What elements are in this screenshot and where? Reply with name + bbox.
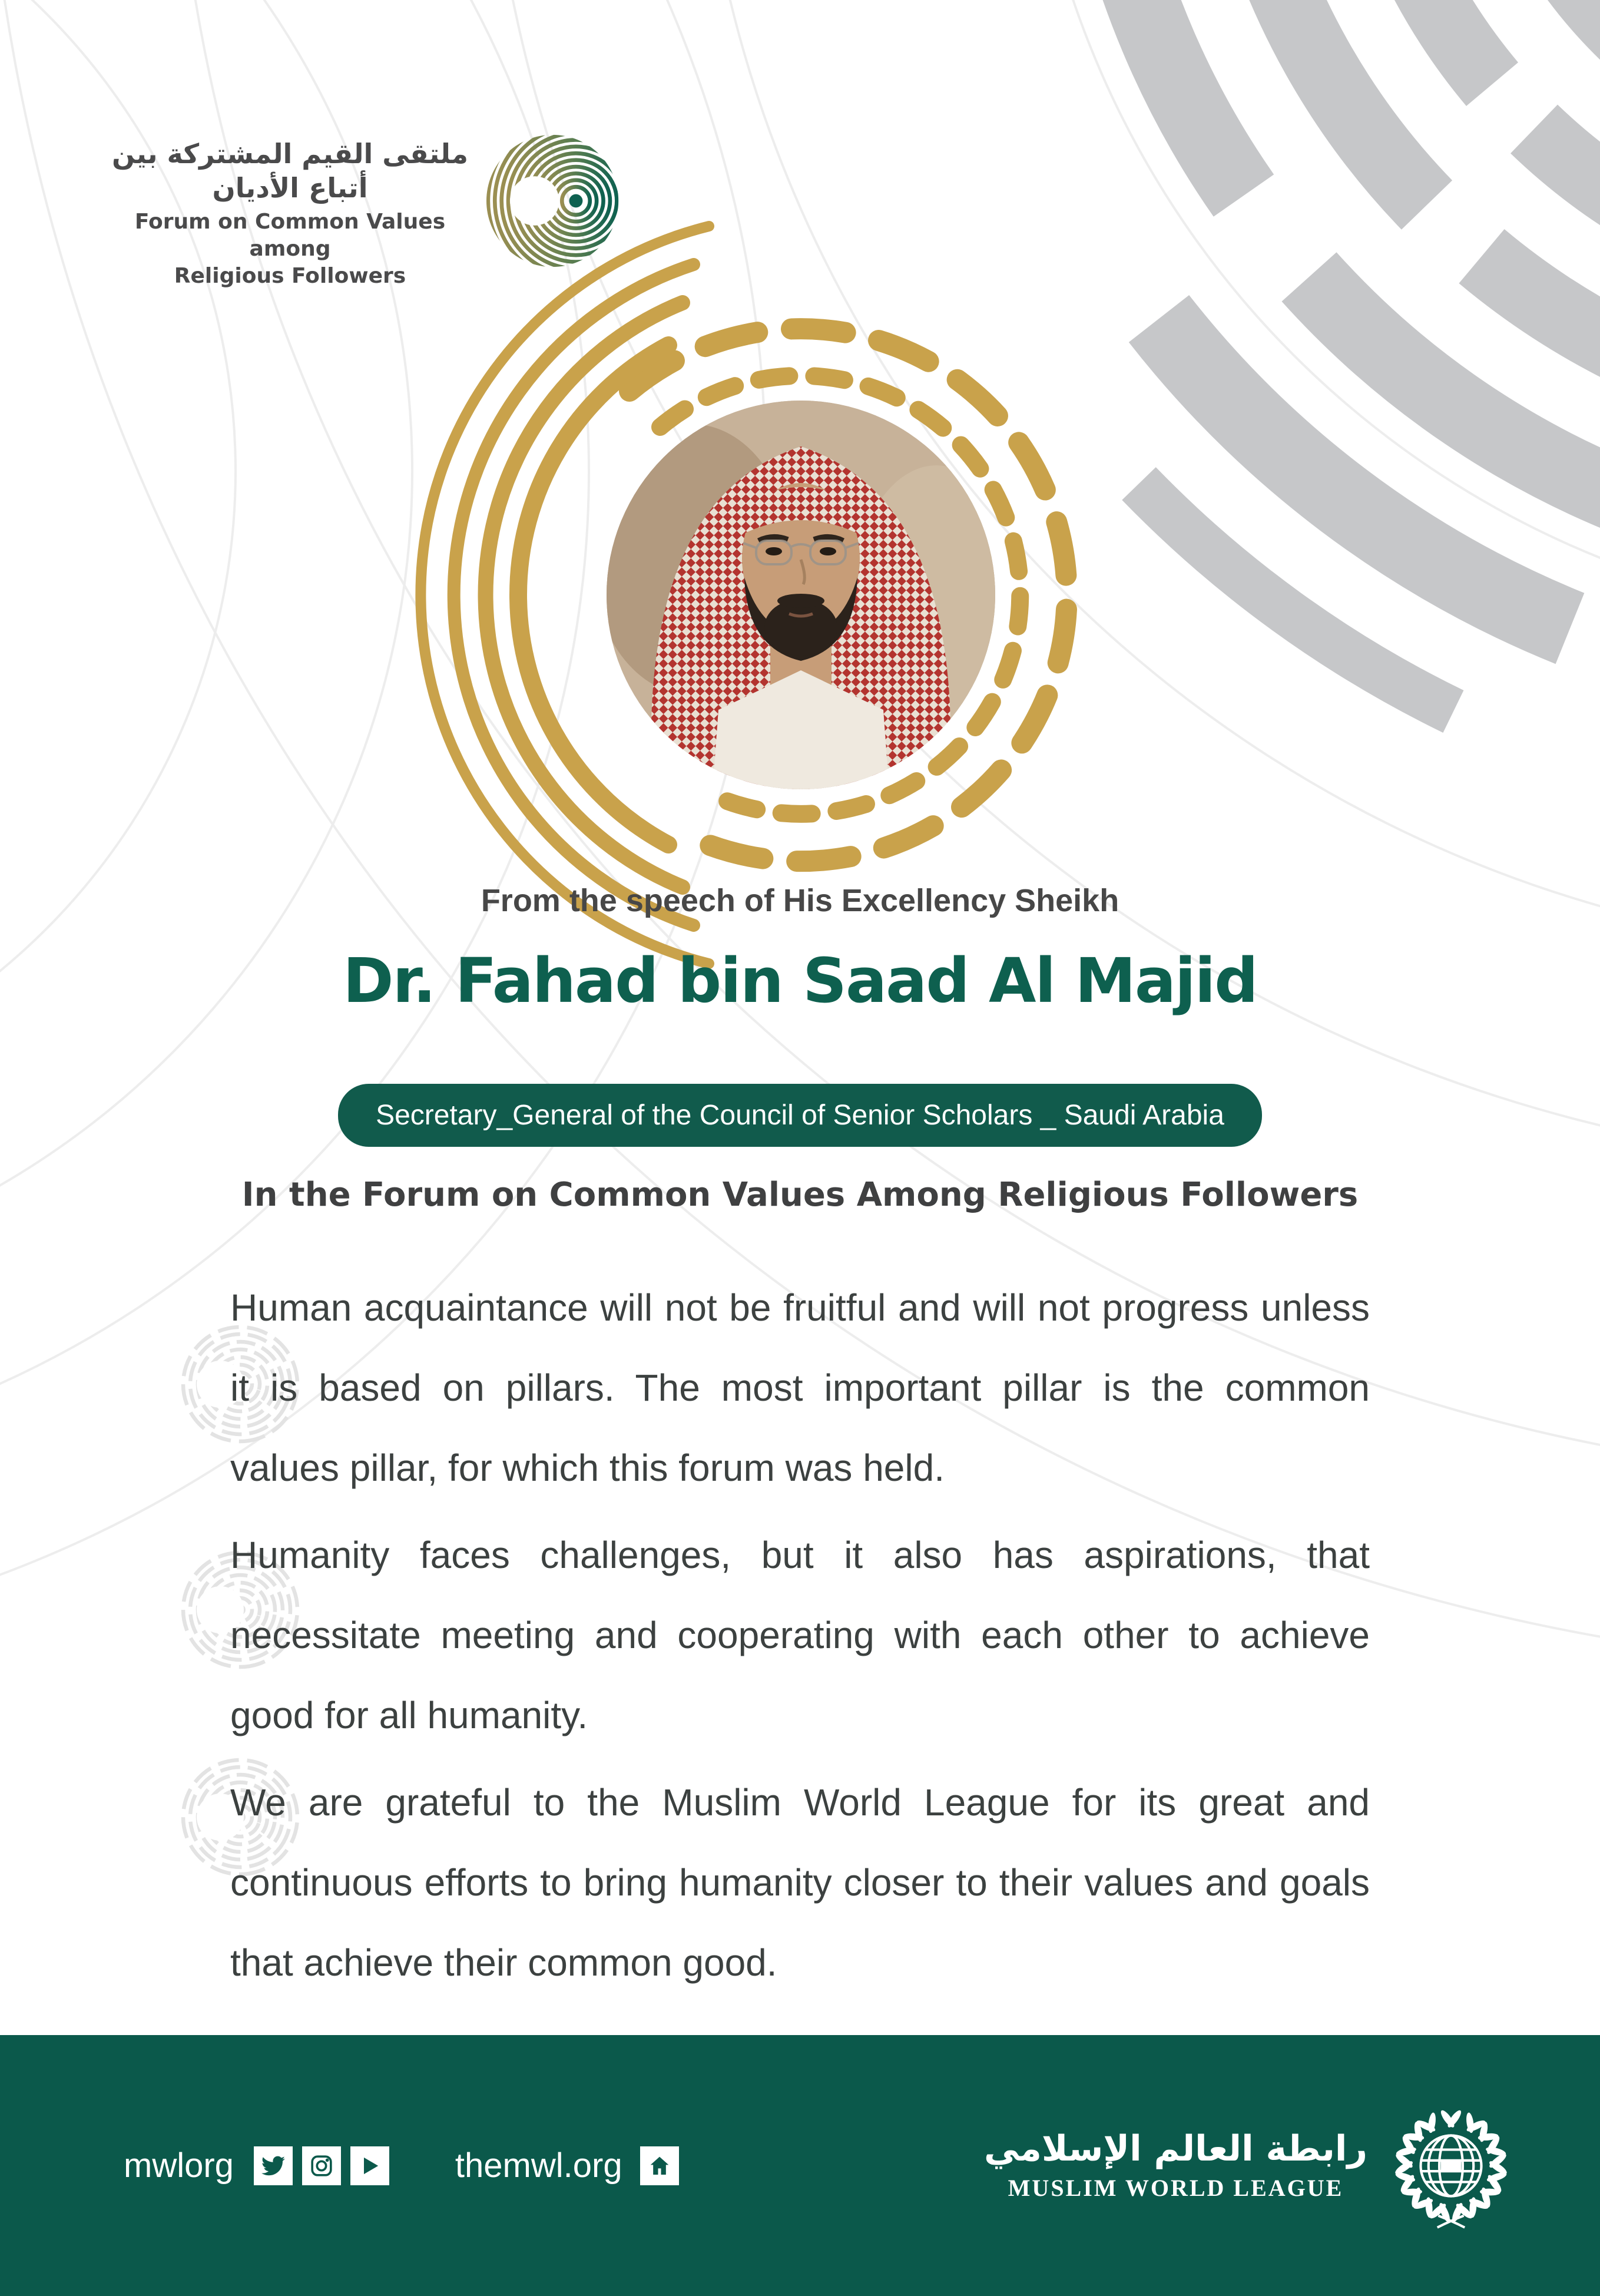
forum-context-heading: In the Forum on Common Values Among Religious Followers xyxy=(241,1176,1359,1214)
forum-title-arabic: ملتقى القيم المشتركة بين أتباع الأديان xyxy=(112,138,468,204)
speaker-role-badge: Secretary_General of the Council of Senior Scholars _ Saudi Arabia xyxy=(338,1084,1262,1147)
speaker-name-title: Dr. Fahad bin Saad Al Majid xyxy=(343,945,1257,1017)
home-button[interactable] xyxy=(640,2146,679,2185)
forum-title-en-line2: Religious Followers xyxy=(174,264,406,289)
speaker-portrait-group xyxy=(406,200,1195,990)
twitter-icon xyxy=(261,2154,285,2178)
twitter-button[interactable] xyxy=(254,2146,293,2185)
speaker-photo-illustration xyxy=(607,401,995,789)
instagram-button[interactable] xyxy=(302,2146,341,2185)
website-url[interactable]: themwl.org xyxy=(455,2146,622,2185)
mwl-name-arabic: رابطة العالم الإسلامي xyxy=(984,2128,1367,2169)
home-icon xyxy=(648,2154,671,2178)
forum-ripple-logo-icon xyxy=(486,128,621,273)
instagram-icon xyxy=(310,2154,333,2178)
quote-paragraph-3: We are grateful to the Muslim World League for its great and continuous efforts to bring humanity closer to their values and goals that achieve their common good. xyxy=(230,1781,1370,1984)
globe-laurel-emblem xyxy=(1387,2102,1515,2229)
social-handle[interactable]: mwlorg xyxy=(124,2146,234,2185)
mwl-name-english: MUSLIM WORLD LEAGUE xyxy=(1008,2175,1344,2201)
wreath-stems xyxy=(1437,2215,1465,2227)
forum-brand-block xyxy=(94,137,486,290)
footer-bar xyxy=(0,2035,1600,2296)
speaker-photo xyxy=(607,401,995,789)
youtube-button[interactable] xyxy=(350,2146,389,2185)
kicker-text: From the speech of His Excellency Sheikh xyxy=(481,883,1119,918)
quote-paragraph-2: Humanity faces challenges, but it also has aspirations, that necessitate meeting and cooperating with each other to achieve good for all humanity. xyxy=(230,1534,1370,1736)
quote-paragraph-1: Human acquaintance will not be fruitful and will not progress unless it is based on pillars. The most important pillar is the common values pillar, for which this forum was held. xyxy=(230,1286,1370,1489)
forum-title-en-line1: Forum on Common Values among xyxy=(134,210,446,262)
mwl-brand-block xyxy=(984,2102,1515,2229)
youtube-play-icon xyxy=(358,2154,382,2178)
quote-body xyxy=(230,1268,1370,2010)
